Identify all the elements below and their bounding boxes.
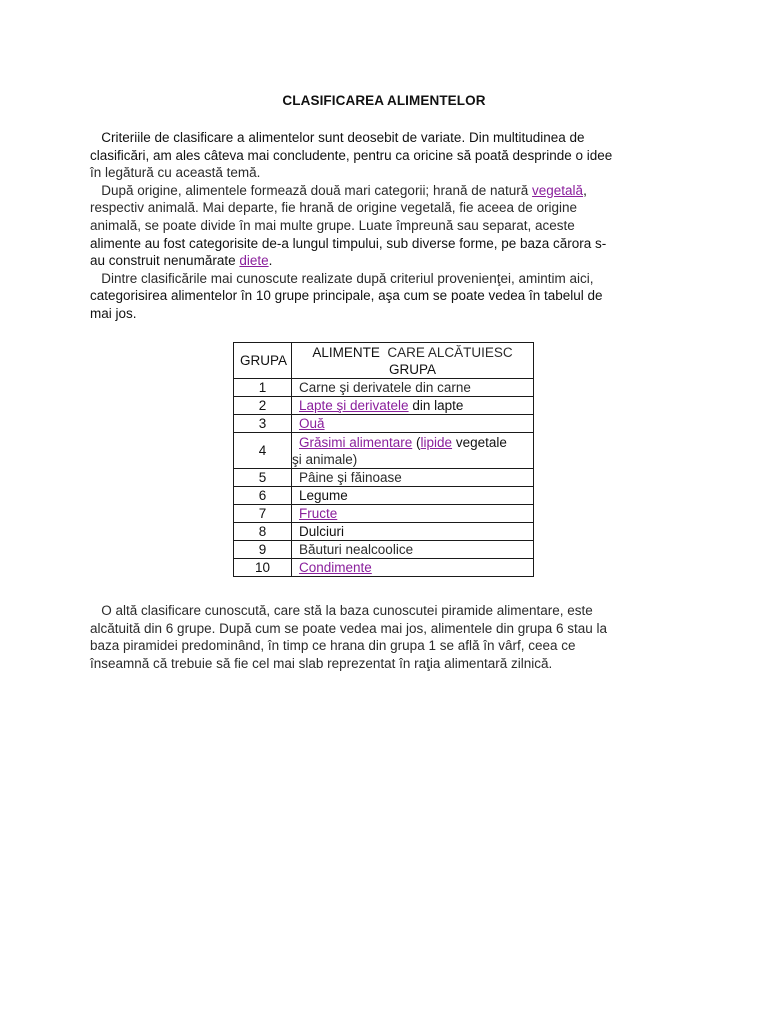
row-text: Dulciuri [292, 523, 534, 541]
origin-line-1: După origine, alimentele formează două mari categorii; hrană de natură [101, 182, 533, 198]
origin-line-5: au construit nenumărate [90, 253, 240, 269]
link-diete[interactable]: diete [239, 253, 269, 269]
pyramid-paragraph [90, 602, 680, 672]
row-num: 8 [234, 523, 292, 541]
table-header-row [234, 343, 534, 379]
link-fructe[interactable]: Fructe [299, 506, 338, 521]
intro-paragraph [90, 129, 680, 323]
origin-line-5-end: . [268, 253, 273, 269]
row-num: 1 [234, 379, 292, 397]
table-row [234, 505, 534, 523]
document-title: CLASIFICAREA ALIMENTELOR [282, 93, 486, 108]
link-oua[interactable]: Ouă [299, 416, 325, 431]
intro-line-3: în legătură cu această temă. [90, 165, 261, 181]
link-lipide[interactable]: lipide [420, 434, 453, 450]
row-text: Carne şi derivatele din carne [292, 379, 534, 397]
header-description [292, 343, 534, 379]
row-text-paren: ( [412, 434, 421, 450]
intro-line-2: clasificări, am ales câteva mai concludente, pentru ca oricine să poată desprinde o idee [90, 147, 613, 163]
link-condimente[interactable]: Condimente [299, 560, 372, 575]
row-num: 6 [234, 487, 292, 505]
row-text: Pâine şi făinoase [292, 469, 534, 487]
row-text: Băuturi nealcoolice [292, 541, 534, 559]
food-groups-table [233, 342, 534, 577]
table-row [234, 379, 534, 397]
row-text [292, 397, 534, 415]
table-row [234, 523, 534, 541]
row-num: 9 [234, 541, 292, 559]
provenance-line-1: Dintre clasificările mai cunoscute realizate după criteriul provenienţei, amintim aici, [101, 270, 594, 286]
row-text-suffix: vegetale [452, 434, 507, 450]
provenance-line-2: categorisirea alimentelor în 10 grupe principale, aşa cum se poate vedea în tabelul de [90, 288, 603, 304]
link-vegetala[interactable]: vegetală [532, 182, 584, 198]
table-row [234, 469, 534, 487]
row-text-line2: şi animale) [292, 451, 358, 467]
pyramid-line-3: baza piramidei predominând, în timp ce hrana din grupa 1 se află în vârf, ceea ce [90, 638, 576, 654]
row-text [292, 559, 534, 577]
table-row [234, 433, 534, 469]
pyramid-line-1: O altă clasificare cunoscută, care stă la baza cunoscutei piramide alimentare, este [101, 603, 593, 618]
row-text [292, 433, 534, 469]
row-num: 3 [234, 415, 292, 433]
row-text [292, 415, 534, 433]
table-row [234, 397, 534, 415]
row-text [292, 505, 534, 523]
row-num: 10 [234, 559, 292, 577]
pyramid-line-4: înseamnă că trebuie să fie cel mai slab reprezentat în raţia alimentară zilnică. [90, 655, 553, 671]
origin-line-3: animală, se poate divide în mai multe grupe. Luate împreună sau separat, aceste [90, 217, 575, 233]
origin-line-2: respectiv animală. Mai departe, fie hrană de origine vegetală, fie aceea de origine [90, 200, 578, 216]
table-row [234, 559, 534, 577]
row-num: 5 [234, 469, 292, 487]
origin-line-4: alimente au fost categorisite de-a lungul timpului, sub diverse forme, pe baza cărora s- [90, 235, 607, 251]
origin-line-1-end: , [583, 182, 587, 198]
row-num: 7 [234, 505, 292, 523]
row-text-suffix: din lapte [408, 398, 464, 413]
header-desc-b: CARE ALCĂTUIESC [387, 344, 513, 360]
link-grasimi[interactable]: Grăsimi alimentare [299, 434, 413, 450]
provenance-line-3: mai jos. [90, 305, 137, 321]
table-row [234, 415, 534, 433]
table-row [234, 487, 534, 505]
header-grupa: GRUPA [234, 343, 292, 379]
row-num: 2 [234, 397, 292, 415]
table-row [234, 541, 534, 559]
intro-line-1: Criteriile de clasificare a alimentelor sunt deosebit de variate. Din multitudinea de [101, 130, 585, 145]
row-text: Legume [292, 487, 534, 505]
link-lapte[interactable]: Lapte şi derivatele [299, 398, 409, 413]
pyramid-line-2: alcătuită din 6 grupe. După cum se poate vedea mai jos, alimentele din grupa 6 stau la [90, 620, 608, 636]
header-desc-a: ALIMENTE [312, 344, 380, 360]
row-num: 4 [234, 433, 292, 469]
header-desc-c: GRUPA [388, 361, 436, 377]
